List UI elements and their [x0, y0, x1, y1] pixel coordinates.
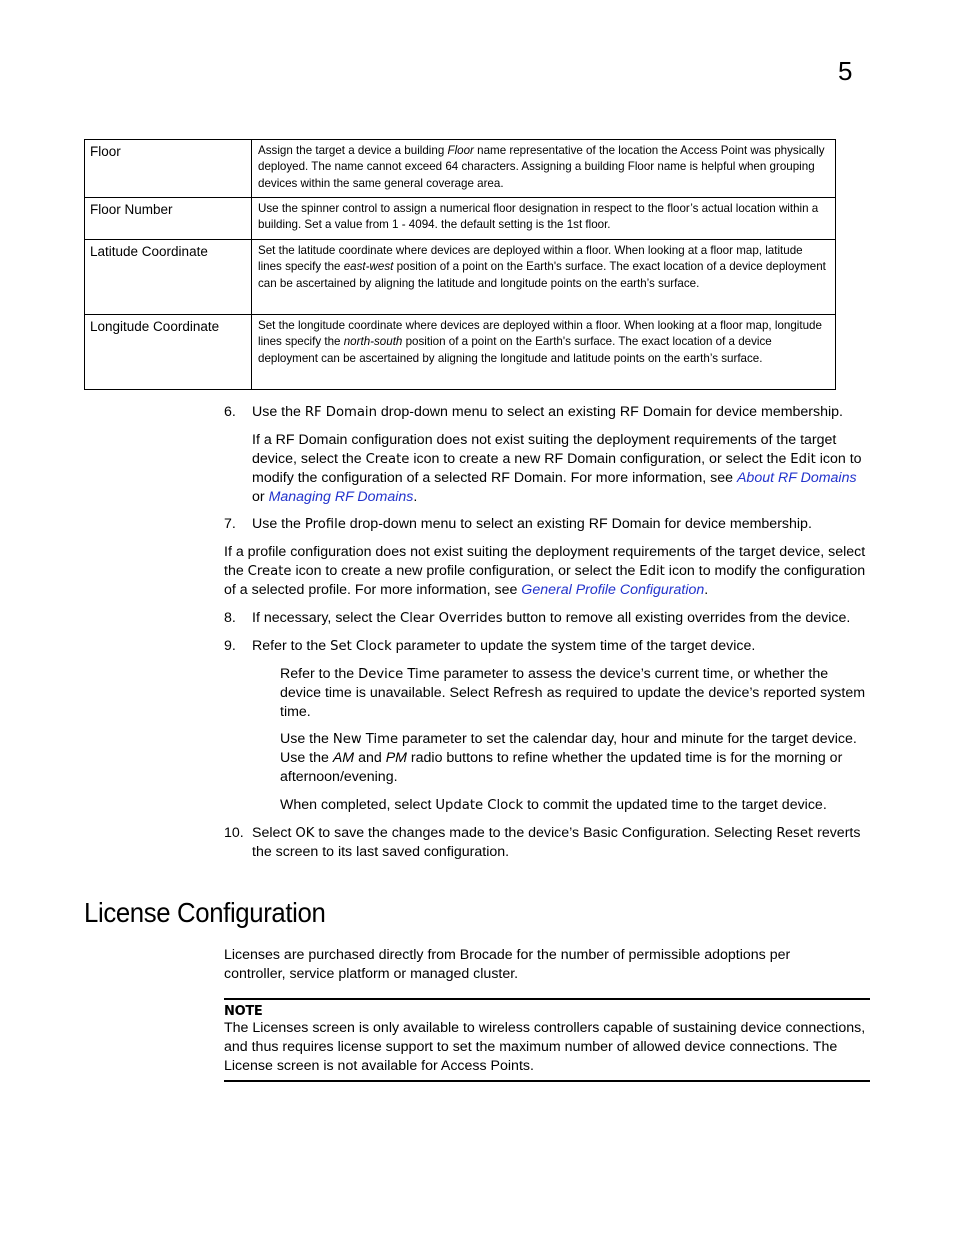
cross-reference-link[interactable]: About RF Domains — [736, 470, 857, 486]
param-name-floor-number: Floor Number — [85, 198, 252, 240]
param-desc-latitude: Set the latitude coordinate where devices are deployed within a floor. When looking at a floor map, latitude lines specify the east-west position of a point on the Earth's surface. The exact location of a device deployment can be ascertained by aligning the latitude and longitude points on the earth’s surface. — [252, 240, 836, 315]
ui-term: OK — [295, 826, 315, 841]
step-9 — [224, 637, 870, 656]
ui-term: Edit — [639, 564, 665, 579]
ui-term: RF Domain — [304, 405, 377, 420]
param-name-floor: Floor — [85, 140, 252, 198]
emphasis: AM — [332, 750, 355, 766]
param-desc-floor: Assign the target a device a building Floor name representative of the location the Access Point was physically deployed. The name cannot exceed 64 characters. Assigning a building Floor name is helpful when grouping devices within the same general coverage area. — [252, 140, 836, 198]
ui-term: New Time — [332, 732, 399, 747]
emphasis: east-west — [343, 260, 394, 274]
ui-term: Create — [247, 564, 292, 579]
step-number: 6. — [224, 404, 236, 420]
ui-term: Refresh — [492, 686, 543, 701]
ui-term: Edit — [790, 452, 816, 467]
step-number: 8. — [224, 610, 236, 626]
table-row — [85, 140, 836, 198]
cross-reference-link[interactable]: General Profile Configuration — [521, 582, 705, 598]
step-text: Refer to the Set Clock parameter to update the system time of the target device. — [252, 638, 756, 654]
step-7 — [224, 515, 870, 534]
ui-term: Create — [365, 452, 410, 467]
param-name-latitude: Latitude Coordinate — [85, 240, 252, 315]
emphasis: PM — [385, 750, 407, 766]
chapter-number: 5 — [838, 56, 853, 86]
section-title: License Configuration — [84, 897, 326, 928]
step-6-detail: If a RF Domain configuration does not exist suiting the deployment requirements of the target device, select the Create icon to create a new RF Domain configuration, or select the Edit icon to modify the configuration of a selected RF Domain. For more information, see About RF Domains or Managing RF Domains. — [252, 432, 862, 505]
step-10 — [224, 824, 870, 862]
step-text: Select OK to save the changes made to the device’s Basic Configuration. Selecting Reset reverts the screen to its last saved configuration. — [252, 825, 861, 860]
emphasis: Floor — [447, 144, 474, 157]
ui-term: Clear Overrides — [399, 611, 503, 626]
ui-term: Profile — [304, 517, 346, 532]
step-text: Use the Profile drop-down menu to select an existing RF Domain for device membership. — [252, 516, 812, 532]
emphasis: north-south — [343, 335, 403, 349]
table-row — [85, 240, 836, 315]
step-9-device-time: Refer to the Device Time parameter to assess the device’s current time, or whether the device time is unavailable. Select Refresh as required to update the device’s reported system time. — [280, 666, 866, 720]
table-row — [85, 198, 836, 240]
section-intro: Licenses are purchased directly from Brocade for the number of permissible adoptions per controller, service platform or managed cluster. — [224, 947, 791, 982]
step-text: Use the RF Domain drop-down menu to select an existing RF Domain for device membership. — [252, 404, 844, 420]
parameter-table — [84, 139, 836, 390]
step-7-detail: If a profile configuration does not exist suiting the deployment requirements of the target device, select the Create icon to create a new profile configuration, or select the Edit icon to modify the configuration of a selected profile. For more information, see General Profile Configuration. — [224, 544, 866, 598]
param-name-longitude: Longitude Coordinate — [85, 315, 252, 390]
ui-term: Set Clock — [330, 639, 392, 654]
ui-term: Update Clock — [435, 798, 524, 813]
step-number: 7. — [224, 516, 236, 532]
step-number: 9. — [224, 638, 236, 654]
step-9-new-time: Use the New Time parameter to set the calendar day, hour and minute for the target device. Use the AM and PM radio buttons to refine whether the updated time is for the morning or afternoon/evening. — [280, 731, 857, 785]
step-number: 10. — [224, 825, 244, 841]
ui-term: Device Time — [358, 667, 440, 682]
step-text: If necessary, select the Clear Overrides button to remove all existing overrides from the device. — [252, 610, 851, 626]
cross-reference-link[interactable]: Managing RF Domains — [268, 489, 414, 505]
step-9-update-clock: When completed, select Update Clock to commit the updated time to the target device. — [280, 797, 827, 813]
param-desc-longitude: Set the longitude coordinate where devices are deployed within a floor. When looking at a floor map, longitude lines specify the north-south position of a point on the Earth's surface. The exact location of a device deployment can be ascertained by aligning the longitude and latitude points on the earth’s surface. — [252, 315, 836, 390]
ui-term: Reset — [776, 826, 814, 841]
step-8 — [224, 609, 884, 628]
note-box — [224, 998, 870, 1082]
table-row — [85, 315, 836, 390]
param-desc-floor-number: Use the spinner control to assign a numerical floor designation in respect to the floor’s actual location within a building. Set a value from 1 - 4094. the default setting is the 1st floor. — [252, 198, 836, 240]
note-text: The Licenses screen is only available to wireless controllers capable of sustaining device connections, and thus requires license support to set the maximum number of allowed device connections. The License screen is not available for Access Points. — [224, 1020, 866, 1074]
note-title: NOTE — [224, 1004, 263, 1019]
step-6 — [224, 403, 870, 422]
